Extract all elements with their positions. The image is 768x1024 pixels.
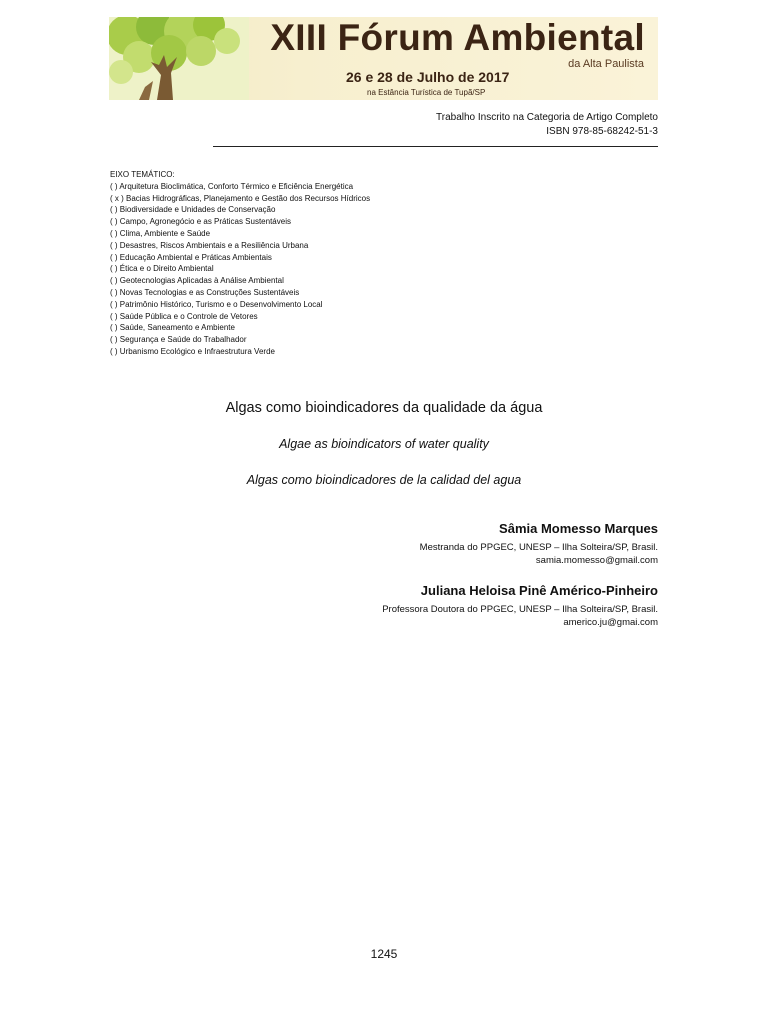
list-item: ( ) Clima, Ambiente e Saúde <box>110 228 211 238</box>
article-title-spanish: Algas como bioindicadores de la calidad del agua <box>246 473 522 487</box>
list-item: ( x ) Bacias Hidrográficas, Planejamento e Gestão dos Recursos Hídricos <box>110 193 371 203</box>
article-title-english: Algae as bioindicators of water quality <box>279 437 489 451</box>
author-block <box>382 583 658 629</box>
conference-title: XIII Fórum Ambiental <box>270 17 645 58</box>
conference-subtitle: da Alta Paulista <box>568 58 644 70</box>
conference-date: 26 e 28 de Julho de 2017 <box>346 69 510 85</box>
list-item: ( ) Novas Tecnologias e as Construções Sustentáveis <box>110 287 300 297</box>
list-item: ( ) Saúde Pública e o Controle de Vetores <box>110 311 258 321</box>
conference-place: na Estância Turística de Tupã/SP <box>367 88 486 97</box>
author-affiliation: Professora Doutora do PPGEC, UNESP – Ilha Solteira/SP, Brasil. <box>382 604 658 615</box>
list-item: ( ) Biodiversidade e Unidades de Conservação <box>110 205 276 215</box>
registration-category: Trabalho Inscrito na Categoria de Artigo Completo <box>436 112 658 123</box>
isbn: ISBN 978-85-68242-51-3 <box>546 126 658 137</box>
conference-banner <box>109 17 658 100</box>
list-item: ( ) Educação Ambiental e Práticas Ambientais <box>110 252 272 262</box>
article-title: Algas como bioindicadores da qualidade da água <box>225 400 543 416</box>
list-item: ( ) Ética e o Direito Ambiental <box>110 264 214 274</box>
list-item: ( ) Campo, Agronegócio e as Práticas Sustentáveis <box>110 217 291 227</box>
author-block <box>420 521 658 567</box>
author-name: Juliana Heloisa Pinê Américo-Pinheiro <box>420 583 658 598</box>
header-divider <box>213 146 658 147</box>
registration-info <box>436 111 658 139</box>
list-item: ( ) Geotecnologias Aplicadas à Análise Ambiental <box>110 276 284 286</box>
author-email: samia.momesso@gmail.com <box>535 555 658 566</box>
thematic-axis-heading: EIXO TEMÁTICO: <box>110 170 175 179</box>
author-email: americo.ju@gmai.com <box>563 617 658 628</box>
list-item: ( ) Desastres, Riscos Ambientais e a Resiliência Urbana <box>110 240 309 250</box>
list-item: ( ) Arquitetura Bioclimática, Conforto Térmico e Eficiência Energética <box>110 181 354 191</box>
list-item: ( ) Urbanismo Ecológico e Infraestrutura Verde <box>110 346 275 356</box>
list-item: ( ) Patrimônio Histórico, Turismo e o Desenvolvimento Local <box>110 299 323 309</box>
list-item: ( ) Saúde, Saneamento e Ambiente <box>110 323 235 333</box>
author-affiliation: Mestranda do PPGEC, UNESP – Ilha Solteira/SP, Brasil. <box>419 542 658 553</box>
thematic-axis-list <box>110 169 370 358</box>
page-number: 1245 <box>370 947 398 961</box>
list-item: ( ) Segurança e Saúde do Trabalhador <box>110 335 247 345</box>
author-name: Sâmia Momesso Marques <box>499 521 658 536</box>
